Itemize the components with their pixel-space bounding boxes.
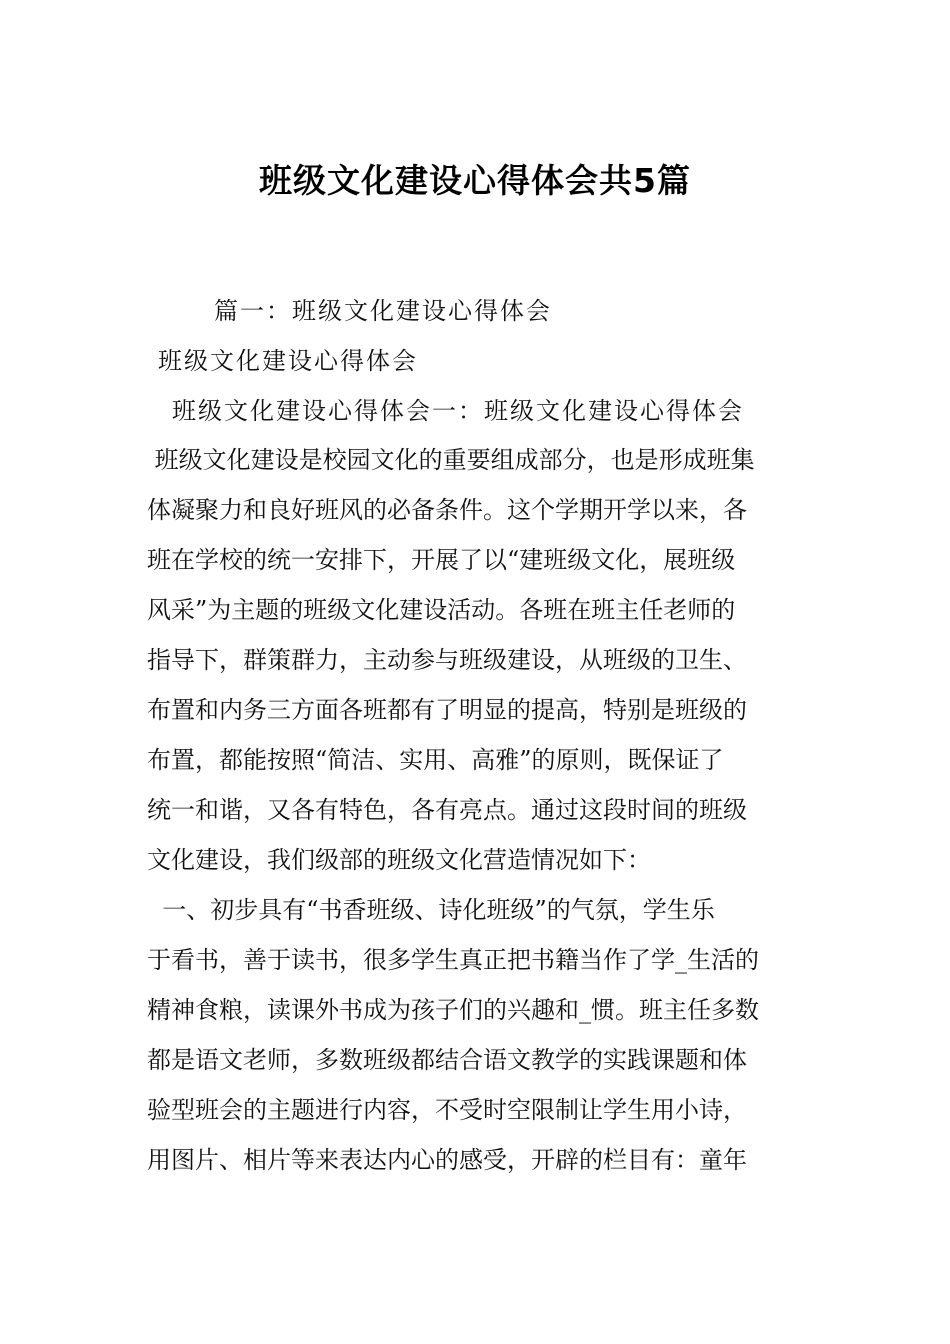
section-heading: 班级文化建设心得体会: [158, 347, 418, 375]
body-line: 布置和内务三方面各班都有了明显的提高，特别是班级的: [147, 696, 747, 724]
body-line: 验型班会的主题进行内容，不受时空限制让学生用小诗，: [147, 1096, 747, 1124]
body-line: 统一和谐，又各有特色，各有亮点。通过这段时间的班级: [147, 796, 747, 824]
body-line: 布置，都能按照“简洁、实用、高雅”的原则，既保证了: [147, 746, 724, 774]
body-line: 用图片、相片等来表达内心的感受，开辟的栏目有：童年: [147, 1146, 747, 1174]
body-line: 都是语文老师，多数班级都结合语文教学的实践课题和体: [147, 1046, 747, 1074]
body-line: 于看书，善于读书，很多学生真正把书籍当作了学_生活的: [147, 946, 759, 974]
body-line: 班级文化建设是校园文化的重要组成部分，也是形成班集: [147, 446, 755, 474]
document-title: 班级文化建设心得体会共5篇: [259, 161, 691, 200]
body-line: 文化建设，我们级部的班级文化营造情况如下：: [147, 846, 651, 874]
body-line: 体凝聚力和良好班风的必备条件。这个学期开学以来，各: [147, 496, 747, 524]
body-line: 风采”为主题的班级文化建设活动。各班在班主任老师的: [147, 596, 736, 624]
body-line: 班在学校的统一安排下，开展了以“建班级文化，展班级: [147, 546, 736, 574]
body-line: 指导下，群策群力，主动参与班级建设，从班级的卫生、: [147, 646, 747, 674]
part-heading: 班级文化建设心得体会一：班级文化建设心得体会: [172, 397, 744, 425]
body-line: 一、初步具有“书香班级、诗化班级”的气氛，学生乐: [147, 896, 715, 924]
body-line: 精神食粮，读课外书成为孩子们的兴趣和_惯。班主任多数: [147, 996, 759, 1024]
chapter-heading: 篇一：班级文化建设心得体会: [214, 297, 552, 325]
